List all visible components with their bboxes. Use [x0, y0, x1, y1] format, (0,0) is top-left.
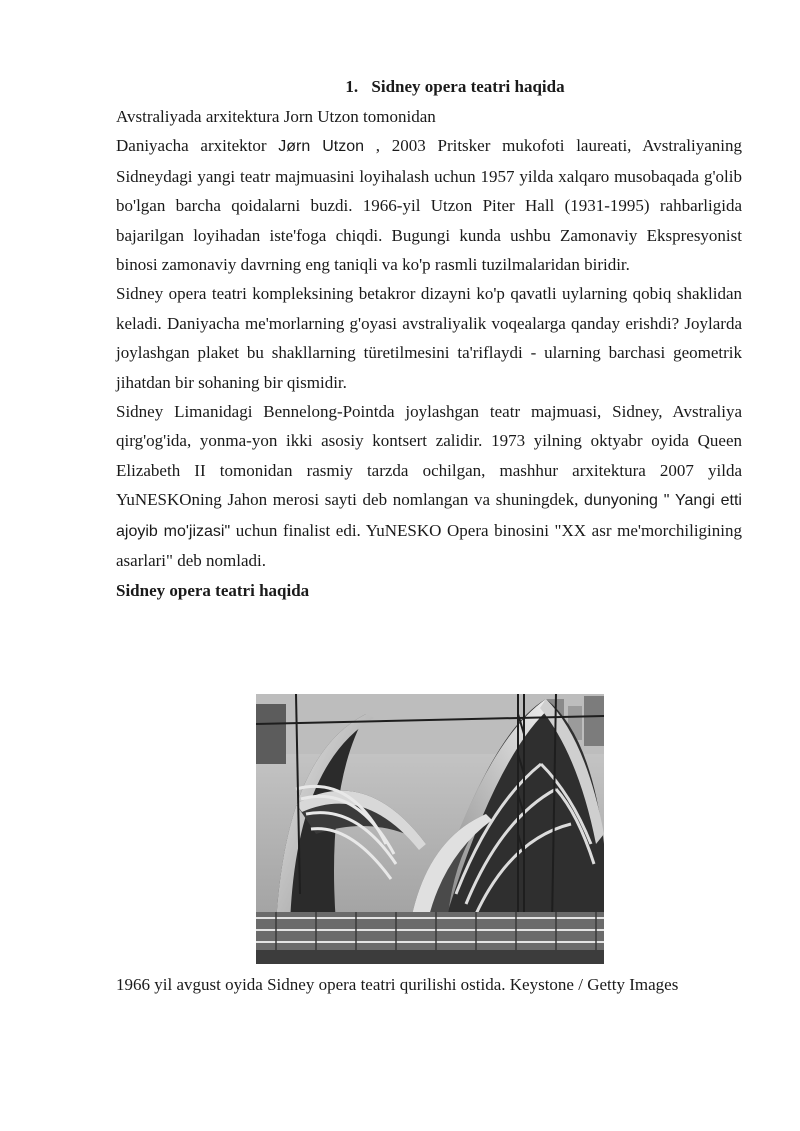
subheading: Sidney opera teatri haqida: [116, 580, 310, 600]
paragraph-2: Sidney opera teatri kompleksining betakror dizayni ko'p qavatli uylarning qobiq shaklidan keladi. Daniyacha me'morlarning g'oyasi avstraliyalik voqealarga qanday erishdi? Joylarda joylashgan plaket bu shakllarning türetilmesini ta'riflaydi - ularning barchasi geometrik jihatdan bir sohaning bir qismidir.: [116, 284, 742, 392]
document-page: [116, 74, 742, 605]
heading-title: Sidney opera teatri haqida: [371, 77, 565, 96]
paragraph-3-suffix: uchun finalist edi. YuNESKO Opera binosini "XX asr me'morchiligining asarlari" deb nomladi.: [116, 520, 742, 571]
paragraph-3-prefix: Sidney Limanidagi Bennelong-Pointda joylashgan teatr majmuasi, Sidney, Avstraliya qirg'og'ida, yonma-yon ikki asosiy kontsert zalidir. 1973 yilning oktyabr oyida Queen Elizabeth II tomonidan rasmiy tarzda ochilgan, mashhur arxitektura 2007 yilda YuNESKOning Jahon merosi sayti deb nomlangan va shuningdek,: [116, 402, 742, 510]
photo-caption: 1966 yil avgust oyida Sidney opera teatri qurilishi ostida. Keystone / Getty Images: [116, 975, 679, 994]
paragraph-1-prefix: Daniyacha arxitektor: [116, 136, 279, 156]
paragraph-1: [116, 131, 742, 279]
seven-wonders-link[interactable]: dunyoning " Yangi etti ajoyib mo'jizasi": [116, 492, 742, 540]
architect-name-link[interactable]: Jørn Utzon: [278, 138, 365, 156]
paragraph-1-suffix: , 2003 Pritsker mukofoti laureati, Avstraliyaning Sidneydagi yangi teatr majmuasini loyihalash uchun 1957 yilda xalqaro musobaqada g'olib bo'lgan barcha qoidalarni buzdi. 1966-yil Utzon Piter Hall (1931-1995) rahbarligida bajarilgan loyihadan iste'foga chiqdi. Bugungi kunda ushbu Zamonaviy Ekspresyonist binosi zamonaviy davrning eng taniqli va ko'p rasmli tuzilmalaridan biridir.: [116, 136, 743, 275]
intro-line: Avstraliyada arxitektura Jorn Utzon tomonidan: [116, 107, 436, 126]
construction-photo: [256, 694, 604, 964]
paragraph-3: [116, 397, 742, 575]
heading-number: 1.: [345, 77, 359, 96]
section-heading: [168, 74, 742, 100]
